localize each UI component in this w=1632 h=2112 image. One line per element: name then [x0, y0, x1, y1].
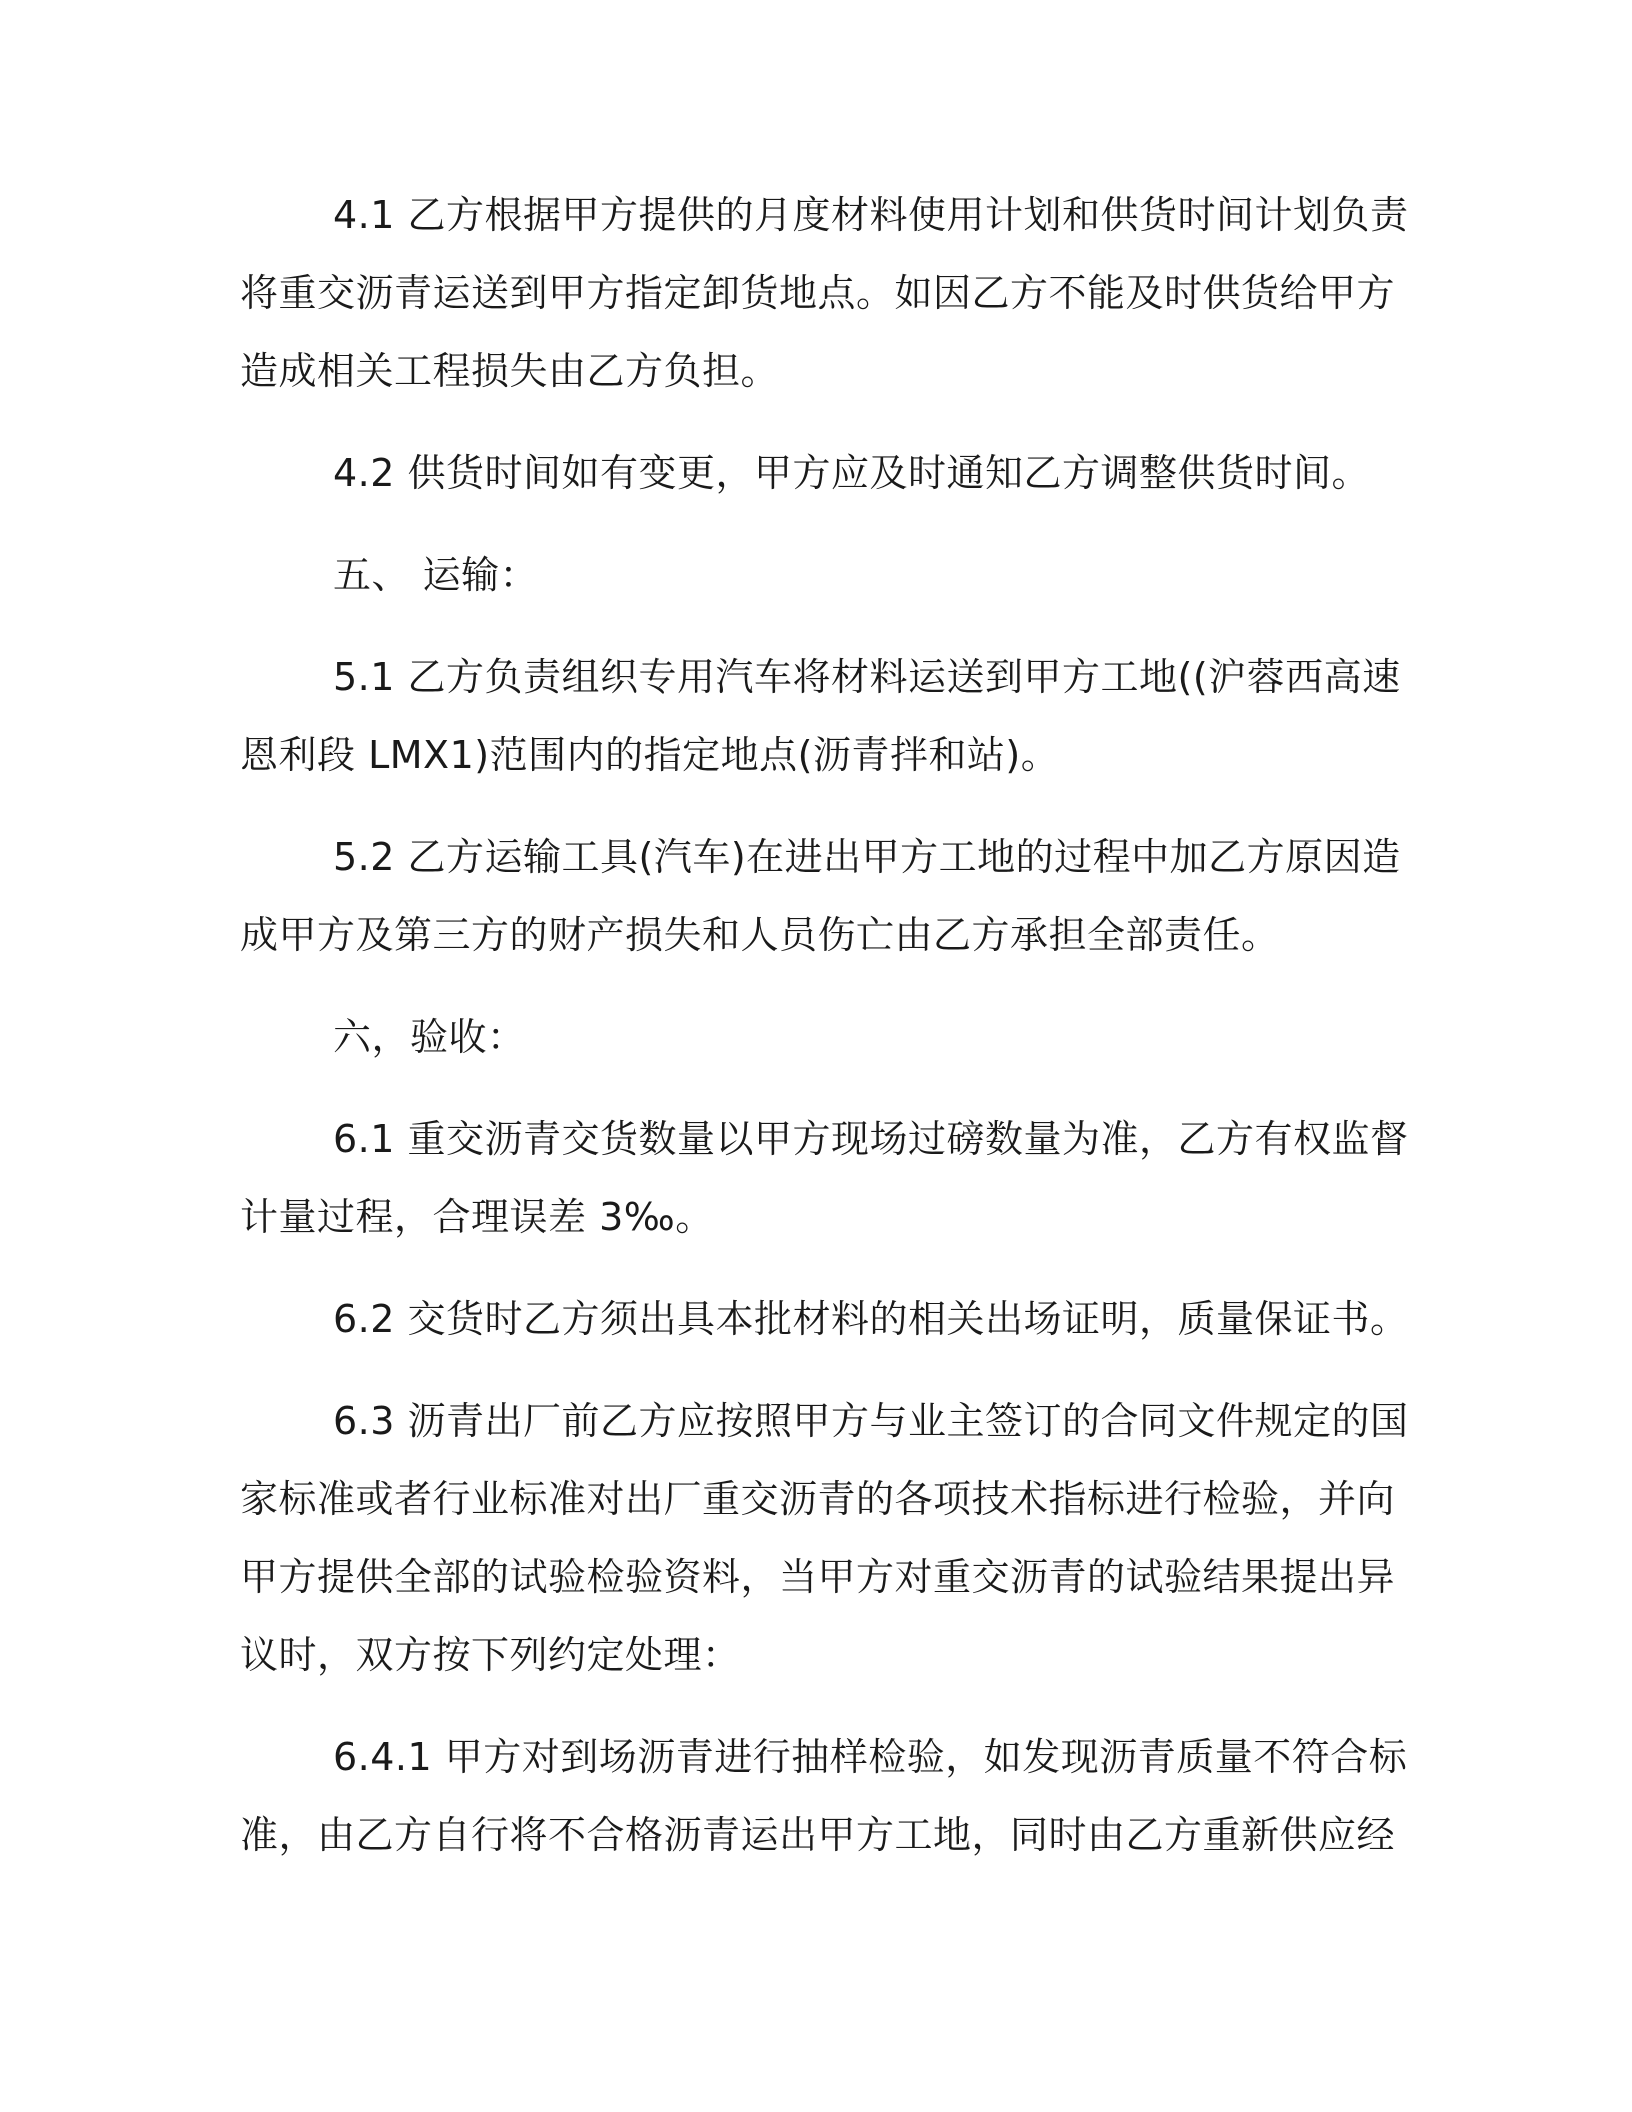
paragraph-5-1-line-2: 恩利段 LMX1)范围内的指定地点(沥青拌和站)。: [240, 733, 1060, 777]
paragraph-5-2-line-2: 成甲方及第三方的财产损失和人员伤亡由乙方承担全部责任。: [240, 913, 1280, 957]
paragraph-6-3-line-3: 甲方提供全部的试验检验资料，当甲方对重交沥青的试验结果提出异: [240, 1555, 1396, 1599]
paragraph-5-1-line-1: 5.1 乙方负责组织专用汽车将材料运送到甲方工地((沪蓉西高速: [333, 655, 1401, 699]
section-heading-transport: 五、 运输：: [333, 553, 539, 597]
paragraph-6-1-line-2: 计量过程，合理误差 3‰。: [240, 1195, 714, 1239]
paragraph-6-4-1-line-2: 准，由乙方自行将不合格沥青运出甲方工地，同时由乙方重新供应经: [240, 1813, 1396, 1857]
paragraph-6-4-1-line-1: 6.4.1 甲方对到场沥青进行抽样检验，如发现沥青质量不符合标: [333, 1735, 1408, 1779]
paragraph-6-3-line-4: 议时，双方按下列约定处理：: [240, 1633, 741, 1677]
paragraph-6-1-line-1: 6.1 重交沥青交货数量以甲方现场过磅数量为准，乙方有权监督: [333, 1117, 1409, 1161]
paragraph-6-3-line-2: 家标准或者行业标准对出厂重交沥青的各项技术指标进行检验，并向: [240, 1477, 1396, 1521]
section-heading-acceptance: 六，验收：: [333, 1015, 526, 1059]
paragraph-4-1-line-2: 将重交沥青运送到甲方指定卸货地点。如因乙方不能及时供货给甲方: [240, 271, 1396, 315]
paragraph-5-2-line-1: 5.2 乙方运输工具(汽车)在进出甲方工地的过程中加乙方原因造: [333, 835, 1401, 879]
paragraph-6-3-line-1: 6.3 沥青出厂前乙方应按照甲方与业主签订的合同文件规定的国: [333, 1399, 1409, 1443]
paragraph-4-2-line-1: 4.2 供货时间如有变更，甲方应及时通知乙方调整供货时间。: [333, 451, 1371, 495]
paragraph-4-1-line-1: 4.1 乙方根据甲方提供的月度材料使用计划和供货时间计划负责: [333, 193, 1409, 237]
paragraph-6-2-line-1: 6.2 交货时乙方须出具本批材料的相关出场证明，质量保证书。: [333, 1297, 1409, 1341]
paragraph-4-1-line-3: 造成相关工程损失由乙方负担。: [240, 349, 780, 393]
